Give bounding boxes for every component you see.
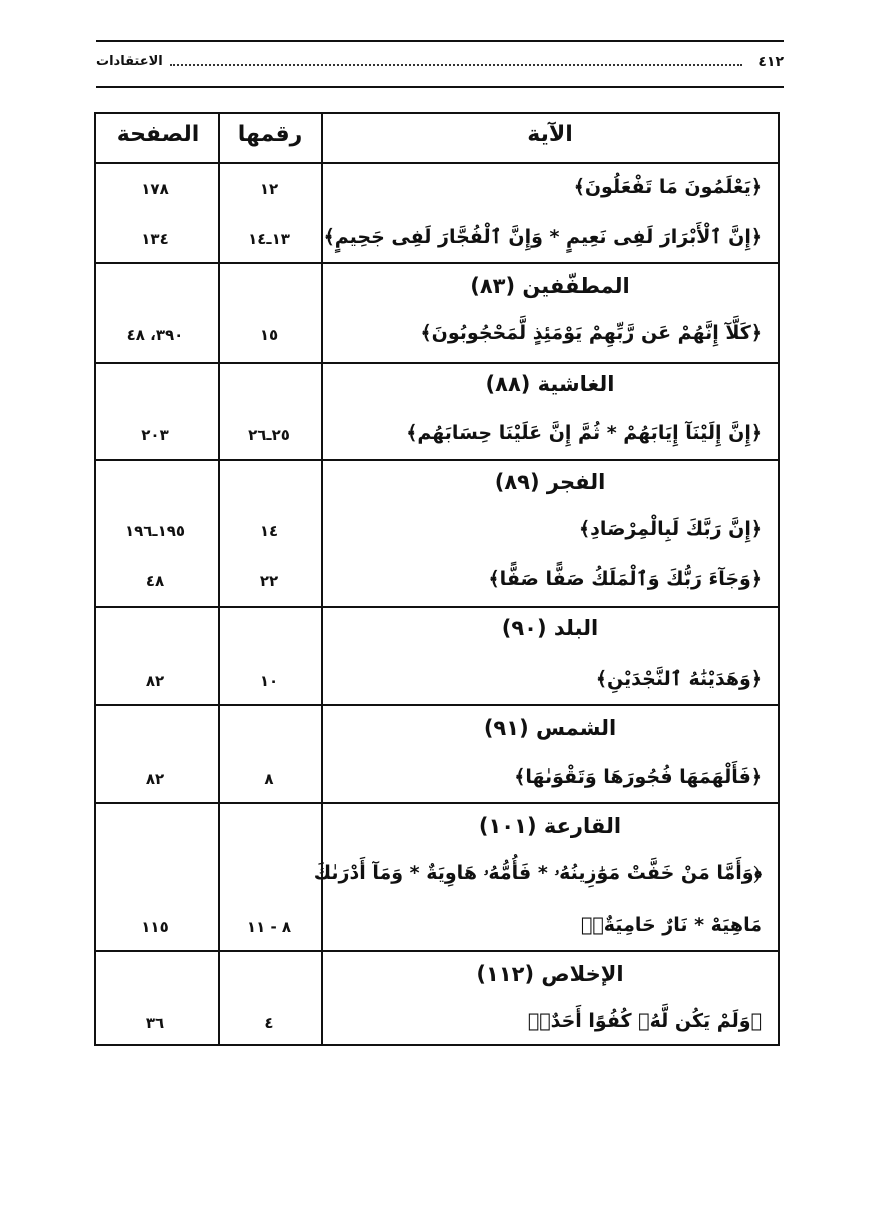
section-separator [96,950,778,952]
verse-text: ﴿إِنَّ ٱلْأَبْرَارَ لَفِى نَعِيمٍ * وَإِنَّ ٱلْفُجَّارَ لَفِى جَحِيمٍ﴾ [323,226,762,248]
verse-text: مَاهِيَهْ * نَارٌ حَامِيَةٌۢ﴾ [580,914,762,936]
surah-heading: الإخلاص (١١٢) [476,962,624,986]
section-separator [96,606,778,608]
surah-heading: الشمس (٩١) [483,716,617,740]
verse-number: ١٣ـ١٤ [248,230,290,248]
verse-number: ٤ [264,1014,274,1032]
header-top-rule [96,40,784,42]
page-reference: ٢٠٣ [141,426,169,444]
page-reference: ٣٦ [145,1014,165,1032]
verse-text: ﴿إِنَّ إِلَيْنَآ إِيَابَهُمْ * ثُمَّ إِنَّ عَلَيْنَا حِسَابَهُم﴾ [406,422,762,444]
section-separator [96,704,778,706]
verse-text: ﴿وَجَآءَ رَبُّكَ وَٱلْمَلَكُ صَفًّا صَفًّا﴾ [488,568,762,590]
verse-number: ١٥ [259,326,279,344]
section-separator [96,802,778,804]
column-heading-page: الصفحة [116,122,200,147]
page-number: ٤١٢ [758,54,784,70]
verse-number: ٢٥ـ٢٦ [248,426,290,444]
verse-number: ١٠ [259,672,279,690]
section-separator [96,459,778,461]
verse-text: ﴿يَعْلَمُونَ مَا تَفْعَلُونَ﴾ [573,176,762,198]
verse-text: ﴿فَأَلْهَمَهَا فُجُورَهَا وَتَقْوَىٰهَا﴾ [514,766,762,788]
page-reference: ١٩٥ـ١٩٦ [124,522,186,540]
page-reference: ٣٩٠، ٤٨ [126,326,184,344]
verse-number: ١٤ [259,522,279,540]
surah-heading: المطفّفين (٨٣) [470,274,630,298]
verse-text: ﴿وَهَدَيْنَٰهُ ٱلنَّجْدَيْنِ﴾ [595,668,762,690]
page-reference: ١١٥ [141,918,169,936]
header-row-separator [96,162,778,164]
verse-number: ٨ [264,770,274,788]
page-reference: ٨٢ [145,672,165,690]
header-dot-leader [170,64,742,66]
page-reference: ١٣٤ [141,230,169,248]
surah-heading: الفجر (٨٩) [494,470,606,494]
running-title: الاعتقادات [96,54,163,69]
page-reference: ٨٢ [145,770,165,788]
header-bottom-rule [96,86,784,88]
verse-number: ٢٢ [259,572,279,590]
page-reference: ٤٨ [145,572,165,590]
column-heading-verse: الآية [527,122,573,147]
verse-index-table [94,112,780,1046]
surah-heading: الغاشية (٨٨) [485,372,615,396]
verse-number: ٨ - ١١ [246,918,292,936]
verse-text: ﴿إِنَّ رَبَّكَ لَبِالْمِرْصَادِ﴾ [579,518,762,540]
verse-text: ﴿كَلَّآ إِنَّهُمْ عَن رَّبِّهِمْ يَوْمَئِذٍ لَّمَحْجُوبُونَ﴾ [420,322,762,344]
section-separator [96,362,778,364]
verse-text: ﴿وَأَمَّا مَنْ خَفَّتْ مَوَٰزِينُهُۥ * فَأُمُّهُۥ هَاوِيَةٌ * وَمَآ أَدْرَىٰكَ [313,862,762,884]
page-reference: ١٧٨ [141,180,169,198]
verse-number: ١٢ [259,180,279,198]
page-header [96,40,784,90]
surah-heading: القارعة (١٠١) [478,814,622,838]
section-separator [96,262,778,264]
surah-heading: البلد (٩٠) [501,616,599,640]
verse-text: ﴿وَلَمْ يَكُن لَّهُۥ كُفُوًا أَحَدٌۢ﴾ [527,1010,762,1032]
column-heading-number: رقمها [237,122,303,147]
